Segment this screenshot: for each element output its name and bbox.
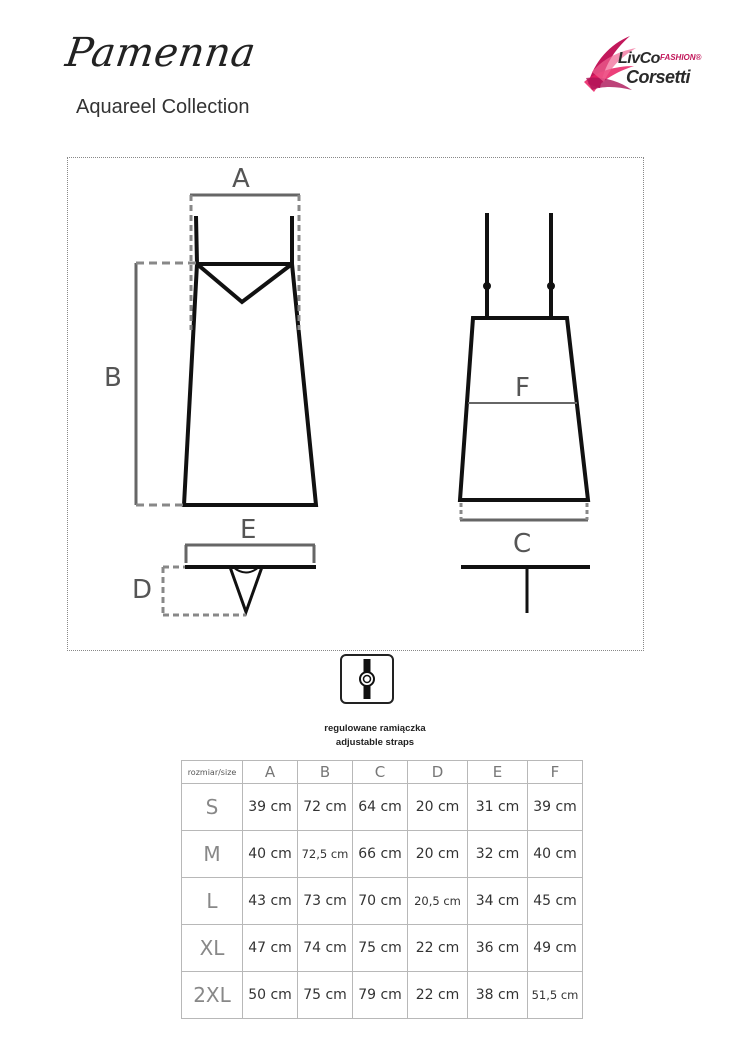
table-row [182, 972, 583, 1019]
table-cell: 22 cm [408, 925, 468, 972]
logo-text-corsetti: Corsetti [626, 67, 691, 87]
table-cell: 40 cm [528, 831, 583, 878]
size-label: 2XL [182, 972, 243, 1019]
table-cell: 39 cm [528, 784, 583, 831]
dimension-c [460, 503, 588, 559]
collection-name: Aquareel Collection [76, 96, 250, 118]
table-cell: 64 cm [353, 784, 408, 831]
dimension-b [104, 263, 196, 505]
table-cell: 20 cm [408, 831, 468, 878]
table-cell: 31 cm [468, 784, 528, 831]
chemise-back-drawing [460, 213, 588, 500]
table-cell: 72 cm [298, 784, 353, 831]
table-cell: 43 cm [243, 878, 298, 925]
table-row [182, 878, 583, 925]
table-cell: 38 cm [468, 972, 528, 1019]
table-cell: 20 cm [408, 784, 468, 831]
logo-text-fashion: FASHION® [660, 53, 702, 62]
label-b: B [104, 363, 122, 393]
table-cell: 20,5 cm [408, 878, 468, 925]
strap-note-polish: regulowane ramiączka [324, 723, 426, 734]
table-row [182, 831, 583, 878]
label-c: C [513, 529, 532, 559]
size-table-header [182, 761, 583, 784]
header-b: B [298, 761, 353, 784]
table-cell: 70 cm [353, 878, 408, 925]
table-cell: 75 cm [298, 972, 353, 1019]
table-cell: 75 cm [353, 925, 408, 972]
header-c: C [353, 761, 408, 784]
logo-text-livco: LivCo [618, 50, 660, 67]
table-cell: 51,5 cm [528, 972, 583, 1019]
strap-note-english: adjustable straps [335, 737, 415, 748]
table-cell: 50 cm [243, 972, 298, 1019]
table-cell: 22 cm [408, 972, 468, 1019]
dimension-f [468, 373, 577, 403]
table-cell: 49 cm [528, 925, 583, 972]
table-cell: 39 cm [243, 784, 298, 831]
table-cell: 34 cm [468, 878, 528, 925]
label-a: A [232, 164, 250, 194]
chemise-front-drawing [184, 216, 316, 505]
header-a: A [243, 761, 298, 784]
label-f: F [515, 373, 530, 403]
table-cell: 45 cm [528, 878, 583, 925]
table-cell: 72,5 cm [298, 831, 353, 878]
table-cell: 73 cm [298, 878, 353, 925]
size-table [181, 760, 583, 1019]
label-d: D [132, 575, 153, 605]
size-label: M [182, 831, 243, 878]
table-row [182, 925, 583, 972]
table-cell: 66 cm [353, 831, 408, 878]
size-label: S [182, 784, 243, 831]
dimension-a [190, 164, 300, 330]
header-size: rozmiar/size [182, 761, 243, 784]
adjustable-strap-icon [340, 654, 394, 704]
table-cell: 32 cm [468, 831, 528, 878]
thong-front-drawing [132, 515, 316, 615]
product-name: Pamenna [62, 30, 259, 76]
size-label: XL [182, 925, 243, 972]
table-cell: 40 cm [243, 831, 298, 878]
label-e: E [240, 515, 257, 545]
table-cell: 36 cm [468, 925, 528, 972]
size-label: L [182, 878, 243, 925]
thong-back-drawing [461, 567, 590, 613]
header-d: D [408, 761, 468, 784]
header-f: F [528, 761, 583, 784]
table-cell: 47 cm [243, 925, 298, 972]
table-row [182, 784, 583, 831]
header-e: E [468, 761, 528, 784]
table-cell: 74 cm [298, 925, 353, 972]
table-cell: 79 cm [353, 972, 408, 1019]
